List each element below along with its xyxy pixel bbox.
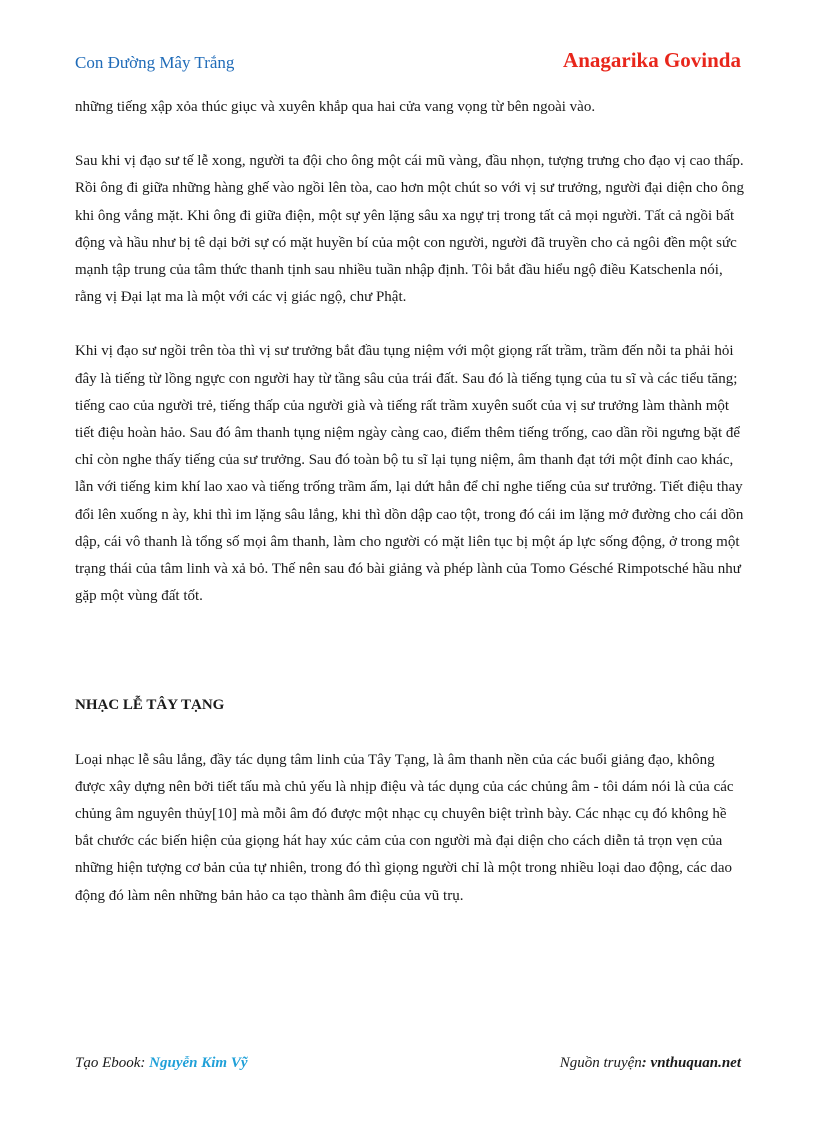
source-credit-separator: : (641, 1055, 651, 1071)
ebook-creator-name: Nguyễn Kim Vỹ (149, 1055, 248, 1071)
paragraph: Loại nhạc lễ sâu lắng, đầy tác dụng tâm linh của Tây Tạng, là âm thanh nền của các buổi giảng đạo, không được xây dựng nên bởi tiết tấu mà chủ yếu là nhịp điệu và tác dụng của các chủng âm - tôi dám nói là của các chủng âm nguyên thủy[10] mà mỗi âm đó được một nhạc cụ chuyên biệt trình bày. Các nhạc cụ đó không hề bắt chước các biến hiện của giọng hát hay xúc cảm của con người mà đại diện cho cách diễn tả trọn vẹn của những hiện tượng cơ bản của tự nhiên, trong đó thì giọng người chỉ là một trong nhiều loại dao động, các dao động đó làm nên những bản hảo ca tạo thành âm điệu của vũ trụ. (75, 751, 734, 904)
page-header (75, 48, 741, 78)
source-site-name: vnthuquan.net (650, 1055, 741, 1071)
source-credit-label: Nguồn truyện (559, 1055, 642, 1071)
ebook-credit-label: Tạo Ebook (75, 1055, 141, 1071)
ebook-credit-separator: : (140, 1055, 150, 1071)
author-name: Anagarika Govinda (563, 48, 741, 72)
paragraph: những tiếng xập xỏa thúc giục và xuyên khắp qua hai cửa vang vọng từ bên ngoài vào. (75, 99, 596, 115)
source-credit (560, 1055, 741, 1072)
page-body (75, 94, 745, 910)
section-heading: NHẠC LỄ TÂY TẠNG (75, 697, 225, 714)
book-title: Con Đường Mây Trắng (75, 53, 235, 72)
page-footer (75, 1055, 741, 1077)
paragraph: Khi vị đạo sư ngồi trên tòa thì vị sư trưởng bắt đầu tụng niệm với một giọng rất trầm, trầm đến nỗi ta phải hỏi đây là tiếng từ lồng ngực con người hay từ tầng sâu của trái đất. Sau đó là tiếng tụng của tu sĩ và các tiểu tăng; tiếng cao của người trẻ, tiếng thấp của người già và tiếng rất trầm xuyên suốt của vị sư trưởng làm thành một tiết điệu hoàn hảo. Sau đó âm thanh tụng niệm ngày càng cao, điểm thêm tiếng trống, cao dần rồi ngưng bặt để chỉ còn nghe thấy tiếng của sư trưởng. Sau đó toàn bộ tu sĩ lại tụng niệm, âm thanh đạt tới một đỉnh cao khác, lẫn với tiếng kim khí lao xao và tiếng trống trầm ấm, lại dứt hẳn để chỉ nghe tiếng của sư trưởng. Tiết điệu thay đổi lên xuống n ày, khi thì im lặng sâu lắng, khi thì dồn dập cao tột, trong đó cái im lặng mở đường cho cái dồn dập, cái vô thanh là tổng số mọi âm thanh, làm cho người có mặt liên tục bị một áp lực sống động, ở trong một trạng thái của tâm linh và xả bỏ. Thế nên sau đó bài giảng và phép lành của Tomo Gésché Rimpotsché hầu như gặp một vùng đất tốt. (75, 343, 744, 605)
paragraph: Sau khi vị đạo sư tế lễ xong, người ta đội cho ông một cái mũ vàng, đầu nhọn, tượng trưng cho đạo vị cao thấp. Rồi ông đi giữa những hàng ghế vào ngồi lên tòa, cao hơn một chút so với vị sư trưởng, người đại diện cho ông khi ông vắng mặt. Khi ông đi giữa điện, một sự yên lặng sâu xa ngự trị trong tất cả mọi người. Tất cả ngồi bất động và hầu như bị tê dại bởi sự có mặt huyền bí của một con người, người đã truyền cho cả ngôi đền một sức mạnh tập trung của tâm thức thanh tịnh sau nhiều tuần nhập định. Tôi bắt đầu hiểu ngộ điều Katschenla nói, rằng vị Đại lạt ma là một với các vị giác ngộ, chư Phật. (75, 153, 744, 306)
ebook-credit (75, 1055, 248, 1072)
